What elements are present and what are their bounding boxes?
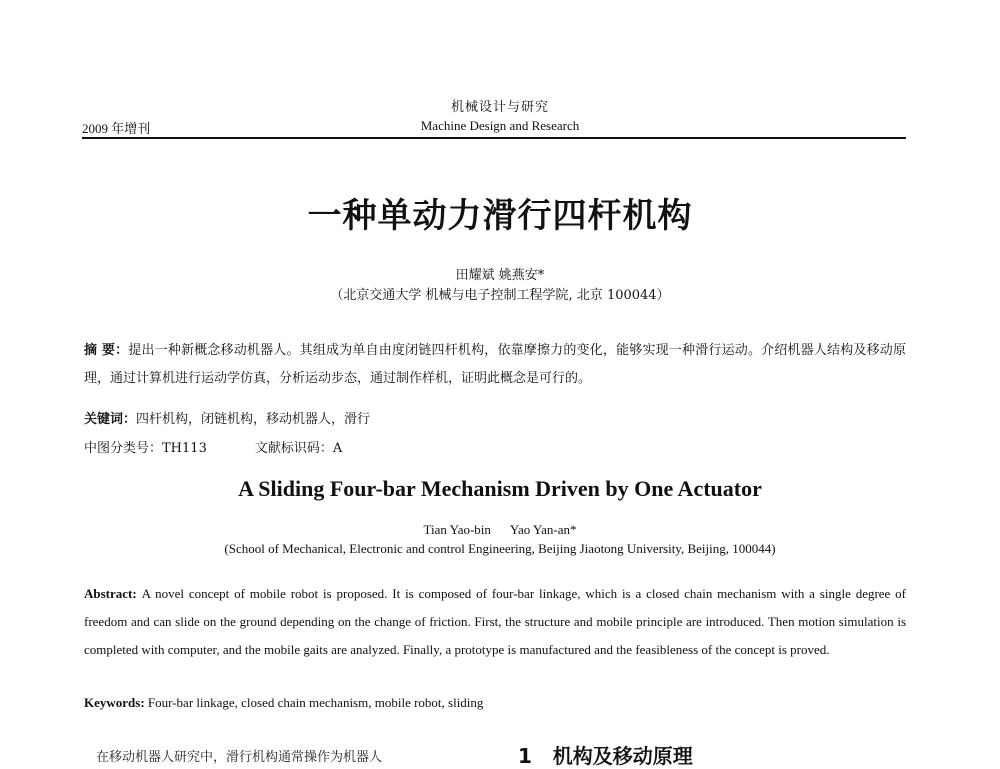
keywords-text-en: Four-bar linkage, closed chain mechanism, mobile robot, sliding bbox=[147, 695, 484, 710]
keywords-label-en: Keywords: bbox=[84, 695, 145, 710]
abstract-label-cn: 摘 要： bbox=[84, 343, 129, 358]
doc-code-value: A bbox=[332, 441, 343, 456]
section-heading: 1 机构及移动原理 bbox=[518, 744, 693, 768]
affiliation-en: (School of Mechanical, Electronic and control Engineering, Beijing Jiaotong University, Beijing, 100044) bbox=[224, 541, 776, 556]
paper-title-cn: 一种单动力滑行四杆机构 bbox=[307, 196, 693, 236]
affiliation-cn: （北京交通大学 机械与电子控制工程学院, 北京 100044） bbox=[330, 288, 670, 303]
class-value: TH113 bbox=[162, 441, 207, 456]
body-text-partial: 在移动机器人研究中，滑行机构通常操作为机器人 bbox=[96, 750, 383, 765]
authors-en: Tian Yao-bin Yao Yan-an* bbox=[423, 522, 577, 537]
paper-title-en: A Sliding Four-bar Mechanism Driven by One Actuator bbox=[238, 476, 762, 501]
journal-name-cn: 机械设计与研究 bbox=[450, 100, 549, 115]
keywords-text-cn: 四杆机构，闭链机构，移动机器人，滑行 bbox=[136, 412, 371, 427]
class-label: 中图分类号： bbox=[84, 441, 163, 456]
keywords-en bbox=[84, 695, 483, 711]
journal-name-en: Machine Design and Research bbox=[420, 118, 580, 133]
issue-label: 2009 年增刊 bbox=[82, 121, 151, 136]
abstract-label-en: Abstract: bbox=[84, 586, 137, 601]
authors-cn: 田耀斌 姚燕安* bbox=[455, 268, 545, 283]
keywords-label-cn: 关键词： bbox=[84, 412, 137, 427]
keywords-cn bbox=[84, 408, 370, 427]
abstract-cn bbox=[84, 337, 906, 393]
abstract-text-en: A novel concept of mobile robot is proposed. It is composed of four-bar linkage, which is a closed chain mechanism with a single degree of freedom and can slide on the ground depending on the change of friction. First, the structure and mobile principle are introduced. Then motion simulation is completed with computer, and the mobile gaits are analyzed. Finally, a prototype is manufactured and the feasibleness of the concept is proved. bbox=[84, 586, 907, 657]
classification-line bbox=[84, 437, 342, 456]
header-rule bbox=[82, 137, 906, 139]
abstract-text-cn: 提出一种新概念移动机器人。其组成为单自由度闭链四杆机构，依靠摩擦力的变化，能够实现一种滑行运动。介绍机器人结构及移动原理，通过计算机进行运动学仿真，分析运动步态，通过制作样机，证明此概念是可行的。 bbox=[84, 343, 906, 386]
doc-code-label: 文献标识码： bbox=[254, 441, 333, 456]
abstract-en bbox=[84, 580, 906, 664]
